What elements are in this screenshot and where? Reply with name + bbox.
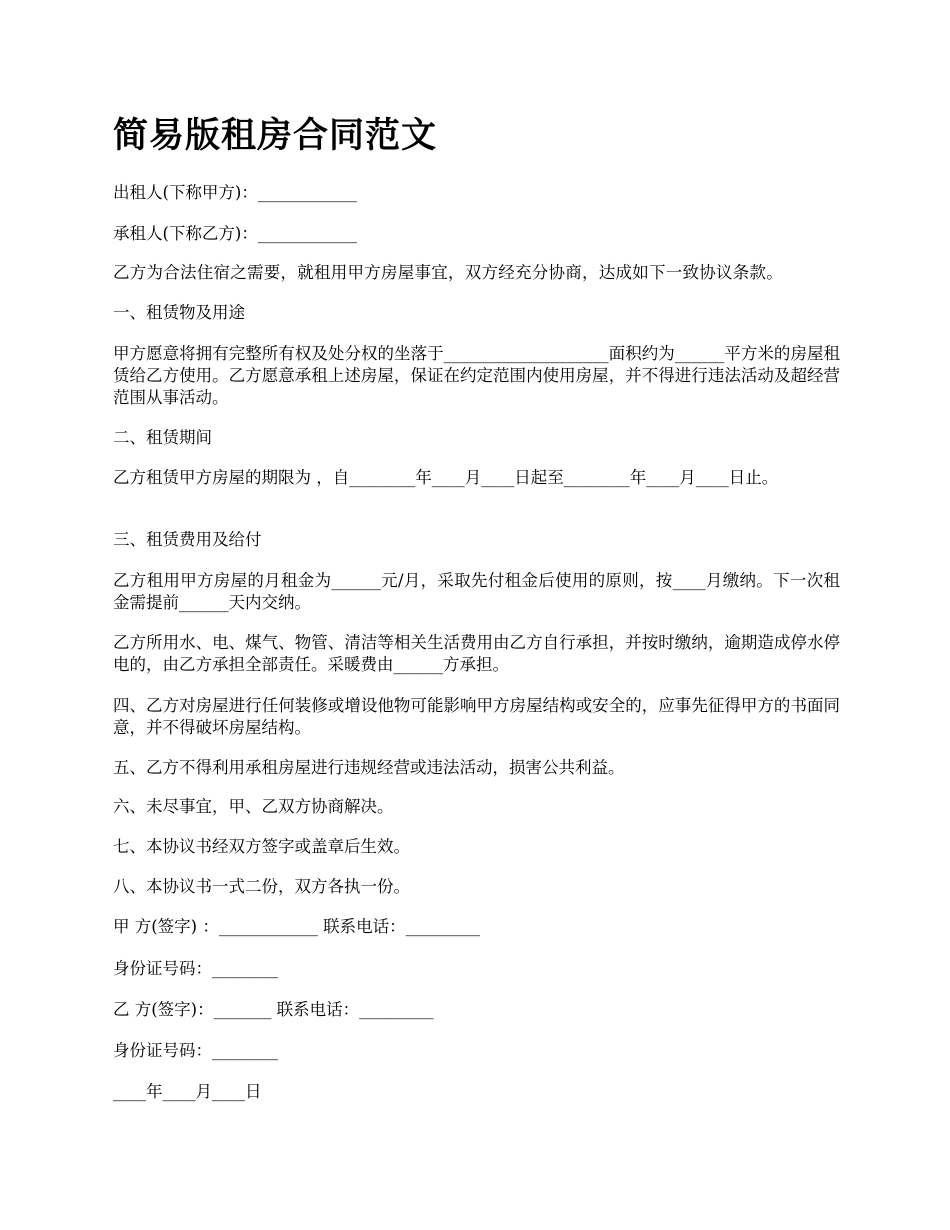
lessor-line: 出租人(下称甲方)：____________ bbox=[113, 183, 357, 202]
party-a-id-line: 身份证号码：________ bbox=[113, 959, 278, 978]
party-b-signature-line: 乙 方(签字)：_______ 联系电话：_________ bbox=[113, 1000, 434, 1019]
section3-heading: 三、租赁费用及给付 bbox=[113, 530, 262, 549]
section2-heading: 二、租赁期间 bbox=[113, 428, 212, 447]
signing-date-line: ____年____月____日 bbox=[113, 1082, 262, 1101]
clause-5: 五、乙方不得利用承租房屋进行违规经营或违法活动，损害公共利益。 bbox=[113, 758, 625, 777]
clause-8: 八、本协议书一式二份，双方各执一份。 bbox=[113, 877, 410, 896]
clause-7: 七、本协议书经双方签字或盖章后生效。 bbox=[113, 837, 410, 856]
section3-body-utilities: 乙方所用水、电、煤气、物管、清洁等相关生活费用由乙方自行承担，并按时缴纳，逾期造成停水停电的，由乙方承担全部责任。采暖费由______方承担。 bbox=[113, 633, 840, 674]
clause-6: 六、未尽事宜，甲、乙双方协商解决。 bbox=[113, 797, 394, 816]
lessee-line: 承租人(下称乙方)：____________ bbox=[113, 224, 357, 243]
section1-heading: 一、租赁物及用途 bbox=[113, 303, 245, 322]
section2-body: 乙方租赁甲方房屋的期限为 ，自________年____月____日起至________年____月____日止。 bbox=[113, 468, 779, 487]
intro-paragraph: 乙方为合法住宿之需要，就租用甲方房屋事宜，双方经充分协商，达成如下一致协议条款。 bbox=[113, 263, 783, 282]
section3-body-rent: 乙方租用甲方房屋的月租金为______元/月，采取先付租金后使用的原则，按____月缴纳。下一次租金需提前______天内交纳。 bbox=[113, 571, 840, 612]
section1-body: 甲方愿意将拥有完整所有权及处分权的坐落于____________________面积约为______平方米的房屋租赁给乙方使用。乙方愿意承租上述房屋，保证在约定范围内使用房屋，并不得进行违法活动及超经营范围从事活动。 bbox=[113, 344, 840, 407]
party-a-signature-line: 甲 方(签字) ：____________ 联系电话：_________ bbox=[113, 917, 480, 936]
document-title: 简易版租房合同范文 bbox=[113, 116, 438, 156]
party-b-id-line: 身份证号码：________ bbox=[113, 1041, 278, 1060]
clause-4: 四、乙方对房屋进行任何装修或增设他物可能影响甲方房屋结构或安全的，应事先征得甲方的书面同意，并不得破坏房屋结构。 bbox=[113, 696, 840, 737]
